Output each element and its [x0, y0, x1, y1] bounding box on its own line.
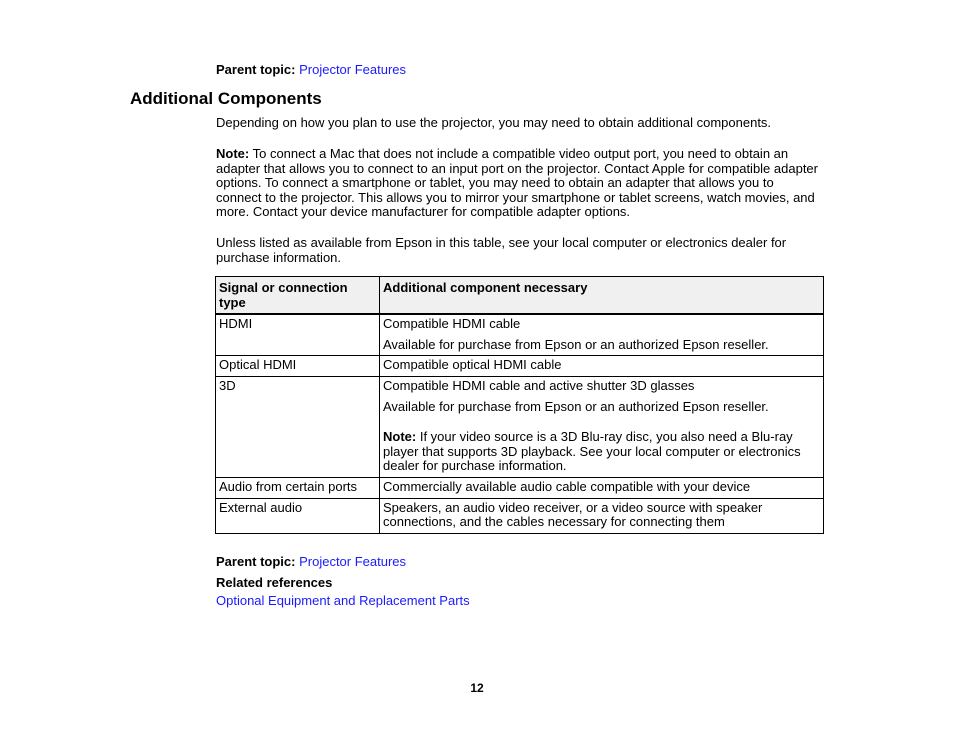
parent-topic-bottom — [216, 554, 406, 569]
row-signal: Optical HDMI — [216, 356, 380, 377]
section-title: Additional Components — [130, 89, 322, 108]
page-number: 12 — [470, 681, 484, 695]
table-row — [216, 498, 824, 533]
component-text: Compatible optical HDMI cable — [383, 357, 562, 373]
note-text: To connect a Mac that does not include a compatible video output port, you need to obtain an adapter that allows you to connect to an input port on the projector. Contact Apple for compatible adapter options. To connect a smartphone or tablet, you may need to obtain an adapter that allows you to connect to the projector. This allows you to mirror your smartphone or tablet screens, watch movies, and more. Contact your device manufacturer for compatible adapter options. — [216, 146, 818, 220]
row-component — [380, 314, 824, 356]
parent-topic-link[interactable]: Projector Features — [299, 62, 407, 77]
component-extra: Available for purchase from Epson or an authorized Epson reseller. — [383, 398, 769, 414]
component-note-label: Note: — [383, 429, 417, 445]
row-signal: 3D — [216, 376, 380, 477]
table-row — [216, 376, 824, 477]
related-reference-link[interactable]: Optional Equipment and Replacement Parts — [216, 593, 470, 608]
header-component: Additional component necessary — [380, 277, 824, 315]
row-component — [380, 477, 824, 498]
component-note-text: If your video source is a 3D Blu-ray disc, you also need a Blu-ray player that supports 3D playback. See your local computer or electronics dealer for purchase information. — [383, 429, 801, 474]
row-signal: HDMI — [216, 314, 380, 356]
component-text: Commercially available audio cable compatible with your device — [383, 478, 751, 494]
table-row — [216, 356, 824, 377]
component-extra: Available for purchase from Epson or an authorized Epson reseller. — [383, 336, 769, 352]
note-label: Note: — [216, 146, 250, 161]
parent-topic-top — [216, 62, 406, 77]
intro-paragraph — [216, 116, 816, 131]
dealer-text: Unless listed as available from Epson in this table, see your local computer or electronics dealer for purchase information. — [216, 235, 787, 265]
table-row — [216, 314, 824, 356]
dealer-paragraph — [216, 236, 816, 265]
component-note — [383, 430, 820, 474]
note-paragraph — [216, 147, 820, 220]
row-component — [380, 356, 824, 377]
row-signal: Audio from certain ports — [216, 477, 380, 498]
intro-text: Depending on how you plan to use the projector, you may need to obtain additional components. — [216, 115, 772, 130]
row-component — [380, 376, 824, 477]
parent-topic-label: Parent topic: — [216, 554, 296, 569]
component-text: Compatible HDMI cable and active shutter 3D glasses — [383, 377, 695, 393]
components-table — [215, 276, 824, 534]
header-signal: Signal or connection type — [216, 277, 380, 315]
row-component — [380, 498, 824, 533]
parent-topic-label: Parent topic: — [216, 62, 296, 77]
parent-topic-link[interactable]: Projector Features — [299, 554, 407, 569]
component-text: Speakers, an audio video receiver, or a video source with speaker connections, and the cables necessary for connecting them — [383, 499, 763, 530]
row-signal: External audio — [216, 498, 380, 533]
table-header-row — [216, 277, 824, 315]
related-references-label: Related references — [216, 575, 333, 590]
component-text: Compatible HDMI cable — [383, 316, 521, 332]
table-row — [216, 477, 824, 498]
